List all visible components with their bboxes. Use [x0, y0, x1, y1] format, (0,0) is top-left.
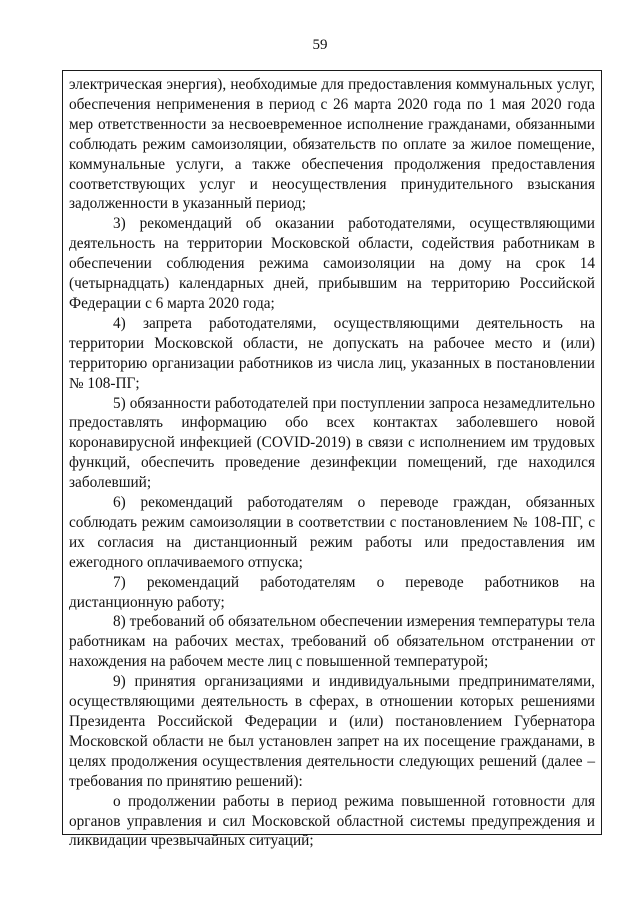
- paragraph-item-5: 5) обязанности работодателей при поступлении запроса незамедлительно предоставлять информацию обо всех контактах заболевшего новой коронавирусной инфекцией (COVID-2019) в связи с исполнением им трудовых функций, обеспечить проведение дезинфекции помещений, где находился заболевший;: [69, 394, 595, 492]
- text-frame: [62, 70, 602, 850]
- paragraph-item-3: 3) рекомендаций об оказании работодателями, осуществляющими деятельность на территории Московской области, содействия работникам в обеспечении соблюдения режима самоизоляции на дому на срок 14 (четырнадцать) календарных дней, прибывшим на территорию Российской Федерации с 6 марта 2020 года;: [69, 215, 595, 312]
- paragraph-item-9: 9) принятия организациями и индивидуальными предпринимателями, осуществляющими деятельность в сферах, в отношении которых решениями Президента Российской Федерации и (или) постановлением Губернатора Московской области не был установлен запрет на их посещение гражданами, в целях продолжения осуществления деятельности следующих решений (далее – требования по принятию решений):: [69, 673, 595, 790]
- paragraph-item-8: 8) требований об обязательном обеспечении измерения температуры тела работникам на рабочих местах, требований об обязательном отстранении от нахождения на рабочем месте лиц с повышенной температурой;: [69, 613, 595, 671]
- paragraph-sub-item: о продолжении работы в период режима повышенной готовности для органов управления и сил Московской областной системы предупреждения и ликвидации чрезвычайных ситуаций;: [69, 792, 595, 850]
- paragraph-item-7: 7) рекомендаций работодателям о переводе работников на дистанционную работу;: [69, 573, 595, 611]
- paragraph-continuation: электрическая энергия), необходимые для предоставления коммунальных услуг, обеспечения неприменения в период с 26 марта 2020 года по 1 мая 2020 года мер ответственности за несвоевременное исполнение гражданами, обязанными соблюдать режим самоизоляции, обязательств по оплате за жилое помещение, коммунальные услуги, а также обеспечения продолжения предоставления соответствующих услуг и неосуществления принудительного взыскания задолженности в указанный период;: [69, 76, 595, 213]
- paragraph-item-4: 4) запрета работодателями, осуществляющими деятельность на территории Московской области, не допускать на рабочее место и (или) территорию организации работников из числа лиц, указанных в постановлении № 108-ПГ;: [69, 314, 595, 392]
- paragraph-item-6: 6) рекомендаций работодателям о переводе граждан, обязанных соблюдать режим самоизоляции в соответствии с постановлением № 108-ПГ, с их согласия на дистанционный режим работы или предоставления им ежегодного оплачиваемого отпуска;: [69, 494, 595, 571]
- page-number: 59: [312, 37, 328, 53]
